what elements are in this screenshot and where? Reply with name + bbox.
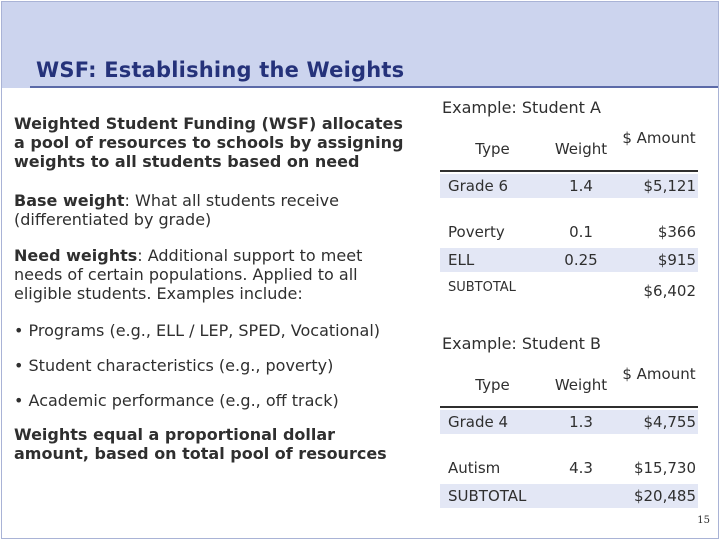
- bullet-item: • Programs (e.g., ELL / LEP, SPED, Vocational): [14, 321, 381, 340]
- cell-type: Autism: [448, 459, 501, 477]
- cell-type: Poverty: [448, 223, 505, 241]
- page-number: 15: [697, 515, 710, 526]
- table-row: [440, 248, 698, 272]
- base-weight-label: Base weight: [14, 191, 125, 210]
- table-row: [440, 484, 698, 508]
- intro-text: Weighted Student Funding (WSF) allocates a pool of resources to schools by assigning weights to all students based on need: [14, 114, 404, 171]
- example-a-header: [440, 126, 698, 170]
- table-row: [440, 174, 698, 198]
- cell-weight: 4.3: [569, 459, 593, 477]
- base-weight-description: : What all students receive (differentiated by grade): [14, 191, 339, 229]
- closing-text: Weights equal a proportional dollar amount, based on total pool of resources: [14, 425, 387, 463]
- table-row: [440, 278, 698, 302]
- cell-weight: 1.3: [569, 413, 593, 431]
- base-weight-text: [14, 191, 410, 229]
- cell-weight: 1.4: [569, 177, 593, 195]
- table-row: [440, 220, 698, 244]
- cell-type: Grade 6: [448, 177, 509, 195]
- header-type: Type: [475, 140, 510, 158]
- cell-amount: $20,485: [633, 487, 696, 505]
- cell-type: Grade 4: [448, 413, 509, 431]
- cell-type: SUBTOTAL: [448, 487, 527, 505]
- cell-amount: $366: [657, 223, 696, 241]
- bullet-item: • Academic performance (e.g., off track): [14, 391, 339, 410]
- need-weights-text: [14, 246, 410, 303]
- cell-amount: $6,402: [643, 282, 696, 300]
- need-weights-label: Need weights: [14, 246, 138, 265]
- cell-amount: $4,755: [643, 413, 696, 431]
- header-amount: $ Amount: [622, 365, 696, 383]
- cell-amount: $915: [657, 251, 696, 269]
- need-weights-description: : Additional support to meet needs of certain populations. Applied to all eligible students. Examples include:: [14, 246, 363, 303]
- cell-weight: 0.1: [569, 223, 593, 241]
- example-b-title: Example: Student B: [442, 334, 601, 353]
- example-a-title: Example: Student A: [442, 98, 601, 117]
- table-row: [440, 456, 698, 480]
- header-weight: Weight: [554, 376, 608, 394]
- table-row: [440, 410, 698, 434]
- cell-amount: $15,730: [633, 459, 696, 477]
- cell-amount: $5,121: [643, 177, 696, 195]
- bullet-item: • Student characteristics (e.g., poverty): [14, 356, 334, 375]
- cell-type: SUBTOTAL: [448, 280, 516, 295]
- cell-type: ELL: [448, 251, 475, 269]
- header-rule: [440, 170, 698, 172]
- header-amount: $ Amount: [622, 129, 696, 147]
- header-weight: Weight: [554, 140, 608, 158]
- slide-title: WSF: Establishing the Weights: [36, 58, 405, 82]
- header-type: Type: [475, 376, 510, 394]
- example-b-header: [440, 362, 698, 406]
- header-rule: [440, 406, 698, 408]
- cell-weight: 0.25: [564, 251, 598, 269]
